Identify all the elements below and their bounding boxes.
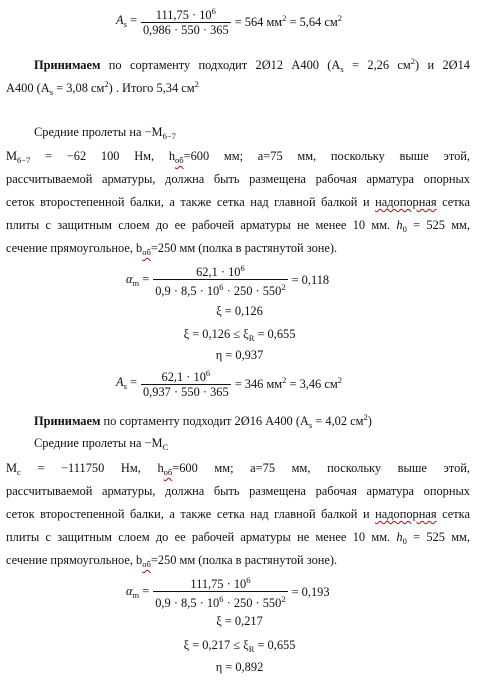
paragraph-params-1-line3: сеток второстепенной балки, а также сетка над главной балкой и надопорная сетка (6, 195, 470, 209)
paragraph-params-1-line5: сечение прямоугольное, $b_{об}=250$ мм (полка в растянутой зоне). (6, 241, 338, 257)
paragraph-params-2-line4: плиты с защитным слоем до ее рабочей арматуры не менее 10 мм. $h_0 = 525$ мм, (6, 530, 470, 546)
paragraph-accept-1-cont: А400 ($A_s = 3,08$ $см^2$) . Итого 5,34 $см^2$ (6, 79, 199, 97)
paragraph-params-2-line3: сеток второстепенной балки, а также сетка над главной балкой и надопорная сетка (6, 507, 470, 521)
paragraph-params-2-line5: сечение прямоугольное, $b_{об}=250$ мм (полка в растянутой зоне). (6, 553, 338, 569)
section-heading-mc: Средние пролеты на $-M_C$ (34, 436, 169, 452)
equation-eta-2: η = 0,892 (215, 660, 264, 674)
equation-as-1: $A_s$ = $\frac{111,75 \cdot 10^6}{0,986 \cdot 550 \cdot 365}$ = 564 $мм^2 = 5,64$ $см^2$ (116, 6, 342, 37)
paragraph-accept-1: Принимаем по сортаменту подходит 2Ø12 А400 ($A_s = 2,26$ $см^2$) и 2Ø14 (34, 56, 470, 74)
paragraph-params-1-line2: рассчитываемой арматуры, должна быть размещена рабочая арматура опорных (6, 172, 470, 186)
equation-as-2: $A_s$ = $\frac{62,1 \cdot 10^6}{0,937 \cdot 550 \cdot 365}$ = 346 $мм^2 = 3,46$ $см^2$ (116, 368, 342, 399)
equation-xi-check-2: $\xi = 0,217 \le \xi_R = 0,655$ (183, 638, 296, 654)
paragraph-params-2-line2: рассчитываемой арматуры, должна быть размещена рабочая арматура опорных (6, 484, 470, 498)
equation-eta-1: η = 0,937 (215, 348, 264, 362)
paragraph-accept-2: Принимаем по сортаменту подходит 2Ø16 А400 ($A_s = 4,02$ $см^2$) (34, 412, 372, 430)
section-heading-m67: Средние пролеты на $-M_{6-7}$ (34, 125, 176, 141)
equation-xi-check-1: $\xi = 0,126 \le \xi_R = 0,655$ (183, 327, 296, 343)
paragraph-params-1-line1: $M_{6-7} = -62$ 100 Нм, $h_{об}=600$ мм; a=75 мм, поскольку выше этой, (6, 149, 470, 165)
equation-alpha-m-1: $\alpha_m$ = $\frac{62,1 \cdot 10^6}{0,9 \cdot 8,5 \cdot 10^6 \cdot 250 \cdot 550^2}$ = 0,118 (126, 263, 330, 298)
paragraph-params-2-line1: $M_c = -111750$ Нм, $h_{об}=600$ мм; a=75 мм, поскольку выше этой, (6, 461, 470, 477)
equation-xi-1: ξ = 0,126 (216, 304, 263, 318)
equation-alpha-m-2: $\alpha_m$ = $\frac{111,75 \cdot 10^6}{0,9 \cdot 8,5 \cdot 10^6 \cdot 250 \cdot 550^2}$ = 0,193 (126, 575, 330, 610)
paragraph-params-1-line4: плиты с защитным слоем до ее рабочей арматуры не менее 10 мм. $h_0 = 525$ мм, (6, 218, 470, 234)
equation-xi-2: ξ = 0,217 (216, 614, 263, 628)
